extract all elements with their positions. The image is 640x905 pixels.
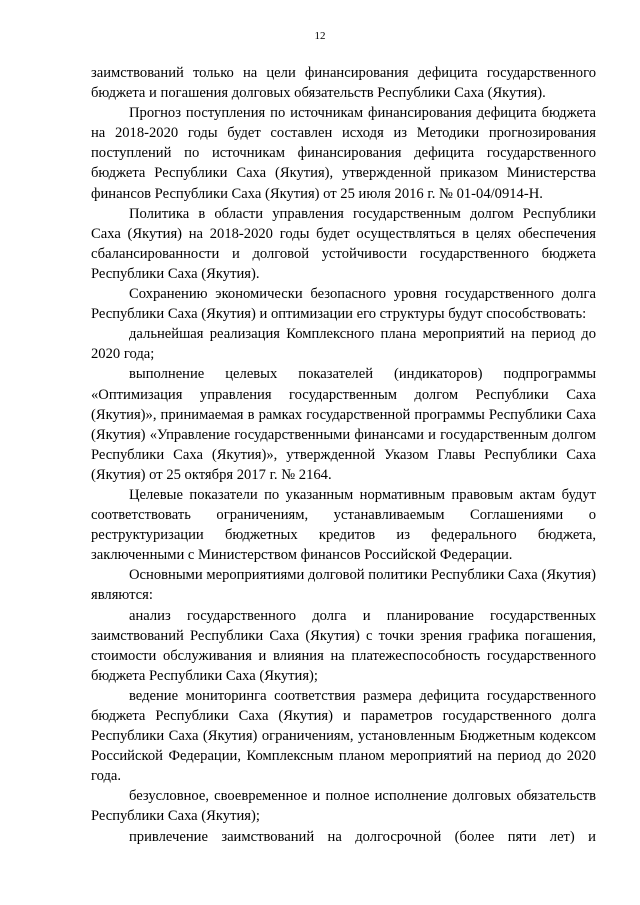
paragraph-complex-plan: дальнейшая реализация Комплексного плана мероприятий на период до 2020 года; bbox=[91, 326, 596, 363]
paragraph-continuation: заимствований только на цели финансирования дефицита государственного бюджета и погашения долговых обязательств Республики Саха (Якутия). bbox=[91, 65, 596, 102]
paragraph-debt-analysis: анализ государственного долга и планирование государственных заимствований Республики Саха (Якутия) с точки зрения графика погашения, стоимости обслуживания и влияния на платежеспособность государственного бюджета Республики Саха (Якутия); bbox=[91, 607, 596, 684]
document-body bbox=[91, 63, 596, 847]
paragraph-obligations: безусловное, своевременное и полное исполнение долговых обязательств Республики Саха (Якутия); bbox=[91, 788, 596, 825]
page-number: 12 bbox=[314, 30, 326, 42]
paragraph-monitoring: ведение мониторинга соответствия размера дефицита государственного бюджета Республики Саха (Якутия) и параметров государственного долга Республики Саха (Якутия) ограничениям, установленным Бюджетным кодексом Российской Федерации, Комплексным планом мероприятий на период до 2020 года. bbox=[91, 687, 596, 785]
paragraph-debt-policy: Политика в области управления государственным долгом Республики Саха (Якутия) на 2018-2020 годы будет осуществляться в целях обеспечения сбалансированности и долговой устойчивости государственного бюджета Республики Саха (Якутия). bbox=[91, 205, 596, 282]
paragraph-debt-level: Сохранению экономически безопасного уровня государственного долга Республики Саха (Якутия) и оптимизации его структуры будут способствовать: bbox=[91, 286, 596, 323]
paragraph-main-activities: Основными мероприятиями долговой политики Республики Саха (Якутия) являются: bbox=[91, 567, 596, 604]
paragraph-borrowing: привлечение заимствований на долгосрочной (более пяти лет) и bbox=[129, 828, 596, 845]
paragraph-target-indicators: выполнение целевых показателей (индикаторов) подпрограммы «Оптимизация управления государственным долгом Республики Саха (Якутия)», принимаемая в рамках государственной программы Республики Саха (Якутия) «Управление государственными финансами и государственным долгом Республики Саха (Якутия)», утвержденной Указом Главы Республики Саха (Якутия) от 25 октября 2017 г. № 2164. bbox=[91, 366, 596, 483]
paragraph-forecast: Прогноз поступления по источникам финансирования дефицита бюджета на 2018-2020 годы будет составлен исходя из Методики прогнозирования поступлений по источникам финансирования дефицита государственного бюджета Республики Саха (Якутия), утвержденной приказом Министерства финансов Республики Саха (Якутия) от 25 июля 2016 г. № 01-04/0914-Н. bbox=[91, 105, 596, 202]
paragraph-normative-acts: Целевые показатели по указанным нормативным правовым актам будут соответствовать ограничениям, устанавливаемым Соглашениями о реструктуризации бюджетных кредитов из федерального бюджета, заключенными с Министерством финансов Российской Федерации. bbox=[91, 486, 596, 564]
